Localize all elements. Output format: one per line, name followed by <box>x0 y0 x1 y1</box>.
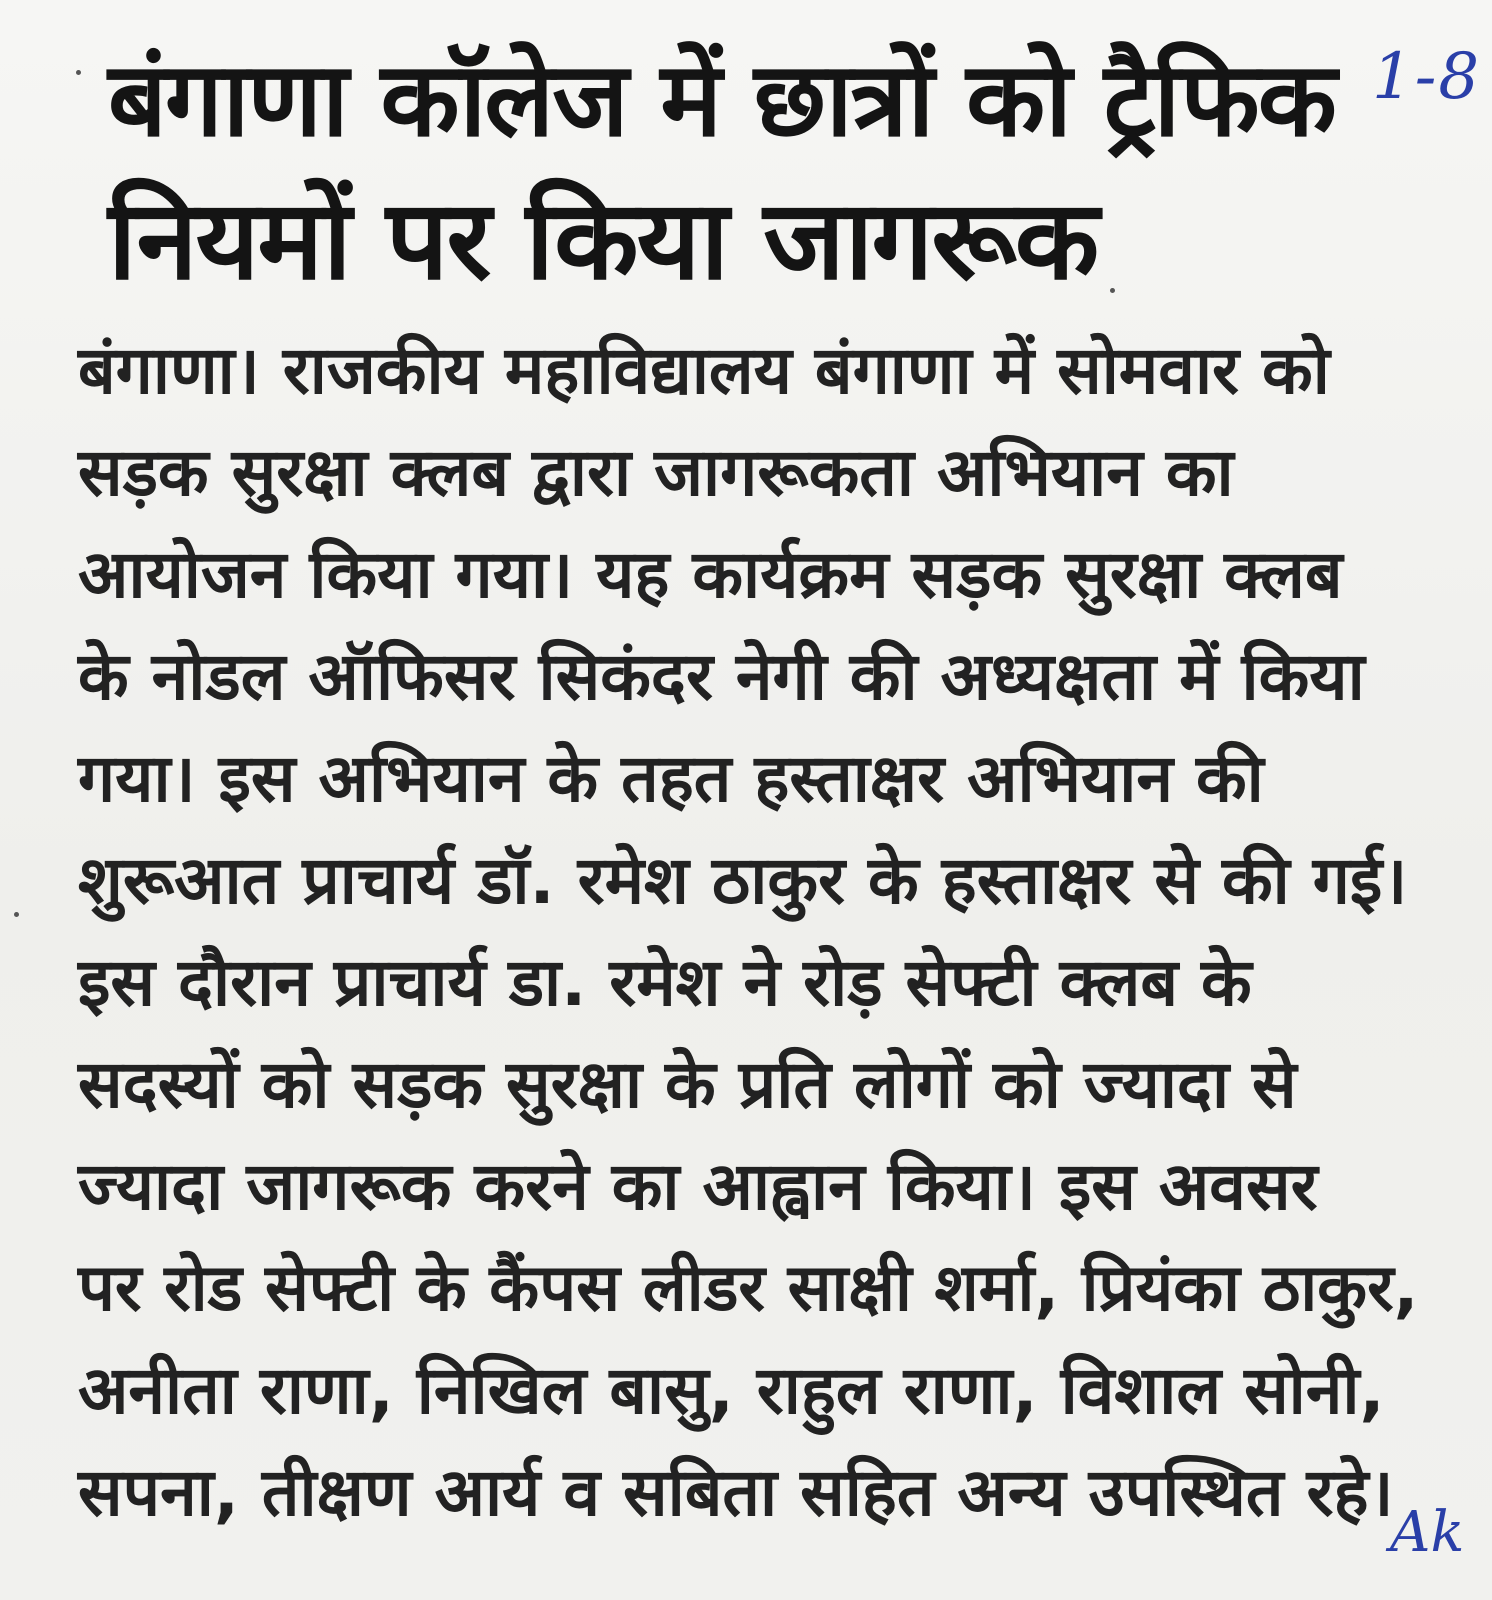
body-line: गया। इस अभियान के तहत हस्ताक्षर अभियान की <box>78 740 1264 817</box>
body-line: इस दौरान प्राचार्य डा. रमेश ने रोड़ सेफ्टी क्लब के <box>78 944 1252 1021</box>
headline-line-1: बंगाणा कॉलेज में छात्रों को ट्रैफिक <box>108 40 1335 160</box>
body-line: आयोजन किया गया। यह कार्यक्रम सड़क सुरक्षा क्लब <box>78 536 1343 613</box>
body-line: सदस्यों को सड़क सुरक्षा के प्रति लोगों को ज्यादा से <box>78 1046 1297 1123</box>
paper-speck <box>76 70 81 75</box>
article-body <box>78 320 1428 1544</box>
handwritten-page-mark: 1-8 <box>1372 40 1482 114</box>
body-line: सपना, तीक्षण आर्य व सबिता सहित अन्य उपस्थित रहे। <box>78 1454 1394 1531</box>
paper-speck <box>14 912 19 917</box>
body-line: शुरूआत प्राचार्य डॉ. रमेश ठाकुर के हस्ताक्षर से की गई। <box>78 842 1408 919</box>
body-line: पर रोड सेफ्टी के कैंपस लीडर साक्षी शर्मा, प्रियंका ठाकुर, <box>78 1251 1419 1326</box>
handwritten-initial: Ak <box>1390 1500 1465 1565</box>
body-line: बंगाणा। राजकीय महाविद्यालय बंगाणा में सोमवार को <box>78 332 1330 409</box>
article-headline <box>108 30 1338 310</box>
headline-line-2: नियमों पर किया जागरूक <box>108 176 1098 304</box>
body-line: के नोडल ऑफिसर सिकंदर नेगी की अध्यक्षता में किया <box>78 638 1365 715</box>
body-line: सड़क सुरक्षा क्लब द्वारा जागरूकता अभियान का <box>78 434 1234 511</box>
body-line: अनीता राणा, निखिल बासु, राहुल राणा, विशाल सोनी, <box>78 1352 1385 1429</box>
body-line: ज्यादा जागरूक करने का आह्वान किया। इस अवसर <box>78 1148 1318 1225</box>
paper-speck <box>1110 288 1115 293</box>
